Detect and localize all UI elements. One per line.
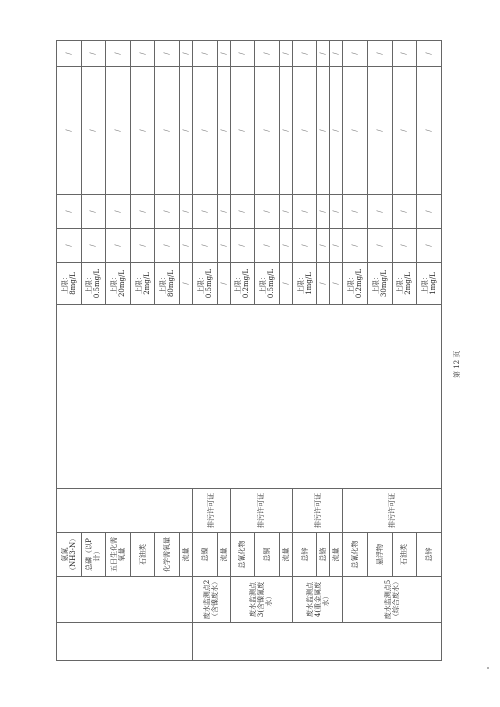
- monitoring-point-cell: 废水监测点5（综合废水）: [343, 577, 442, 623]
- slash-cell: /: [330, 263, 343, 305]
- slash-cell: /: [279, 67, 292, 195]
- slash-cell: /: [317, 195, 330, 229]
- slash-cell: /: [417, 229, 442, 263]
- blank-cell: [57, 577, 193, 623]
- slash-cell: /: [106, 41, 131, 67]
- blank-cell: [57, 489, 193, 533]
- slash-cell: /: [368, 195, 393, 229]
- slash-cell: /: [368, 41, 393, 67]
- limit-cell: 上限：0.2mg/L: [343, 263, 368, 305]
- slash-cell: /: [417, 67, 442, 195]
- limit-cell: 上限：0.5mg/L: [81, 263, 106, 305]
- slash-cell: /: [368, 229, 393, 263]
- pollutant-cell: 总锌: [417, 533, 442, 577]
- slash-cell: /: [57, 229, 82, 263]
- pollutant-cell: 总锌: [292, 533, 317, 577]
- limit-cell: 上限：80mg/L: [155, 263, 180, 305]
- slash-cell: /: [292, 67, 317, 195]
- slash-cell: /: [230, 229, 255, 263]
- slash-cell: /: [192, 229, 217, 263]
- slash-cell: /: [330, 67, 343, 195]
- slash-cell: /: [179, 67, 192, 195]
- slash-cell: /: [179, 41, 192, 67]
- slash-cell: /: [217, 41, 230, 67]
- pollutant-cell: 化学需氧量: [155, 533, 180, 577]
- permit-cell: 排污许可证: [230, 489, 292, 533]
- blank-cell: [192, 623, 441, 661]
- slash-cell: /: [317, 229, 330, 263]
- slash-cell: /: [192, 195, 217, 229]
- slash-cell: /: [392, 41, 417, 67]
- pollutant-cell: 石油类: [392, 533, 417, 577]
- slash-cell: /: [81, 67, 106, 195]
- slash-cell: /: [292, 229, 317, 263]
- slash-cell: /: [217, 229, 230, 263]
- limit-cell: 上限：1mg/L: [292, 263, 317, 305]
- slash-cell: /: [217, 195, 230, 229]
- slash-cell: /: [155, 41, 180, 67]
- pollutant-cell: 石油类: [130, 533, 155, 577]
- pollutant-cell: 总磷（以P计）: [81, 533, 106, 577]
- slash-cell: /: [292, 41, 317, 67]
- slash-cell: /: [392, 67, 417, 195]
- slash-cell: /: [255, 41, 280, 67]
- slash-cell: /: [192, 67, 217, 195]
- slash-cell: /: [317, 263, 330, 305]
- slash-cell: /: [155, 229, 180, 263]
- slash-cell: /: [130, 41, 155, 67]
- pollutant-cell: 总铜: [255, 533, 280, 577]
- monitoring-point-cell: 废水监测点2（含镍废水）: [192, 577, 230, 623]
- limit-cell: 上限：0.5mg/L: [192, 263, 217, 305]
- monitoring-table: [56, 40, 442, 661]
- slash-cell: /: [343, 229, 368, 263]
- slash-cell: /: [343, 41, 368, 67]
- limit-cell: 上限：2mg/L: [130, 263, 155, 305]
- page-number: 第 12 页: [453, 350, 461, 378]
- slash-cell: /: [155, 195, 180, 229]
- slash-cell: /: [130, 195, 155, 229]
- pollutant-cell: 流量: [279, 533, 292, 577]
- slash-cell: /: [179, 263, 192, 305]
- permit-cell: 排污许可证: [292, 489, 343, 533]
- limit-cell: 上限：8mg/L: [57, 263, 82, 305]
- slash-cell: /: [230, 67, 255, 195]
- slash-cell: /: [106, 67, 131, 195]
- pollutant-cell: 氨氮（NH3-N）: [57, 533, 82, 577]
- slash-cell: /: [81, 195, 106, 229]
- slash-cell: /: [130, 229, 155, 263]
- blank-cell: [57, 623, 193, 661]
- slash-cell: /: [106, 229, 131, 263]
- slash-cell: /: [292, 195, 317, 229]
- table-row: [57, 41, 82, 661]
- pollutant-cell: 总镍: [192, 533, 217, 577]
- slash-cell: /: [179, 229, 192, 263]
- slash-cell: /: [317, 41, 330, 67]
- slash-cell: /: [217, 67, 230, 195]
- pollutant-cell: 总氰化物: [230, 533, 255, 577]
- monitoring-point-cell: 废水监测点4(重金属废水）: [292, 577, 343, 623]
- pollutant-cell: 悬浮物: [368, 533, 393, 577]
- pollutant-cell: 流量: [330, 533, 343, 577]
- slash-cell: /: [130, 67, 155, 195]
- limit-cell: 上限：0.5mg/L: [255, 263, 280, 305]
- slash-cell: /: [255, 67, 280, 195]
- slash-cell: /: [330, 229, 343, 263]
- slash-cell: /: [192, 41, 217, 67]
- slash-cell: /: [179, 195, 192, 229]
- slash-cell: /: [279, 263, 292, 305]
- slash-cell: /: [81, 229, 106, 263]
- pollutant-cell: 总氰化物: [343, 533, 368, 577]
- slash-cell: /: [57, 67, 82, 195]
- slash-cell: /: [255, 229, 280, 263]
- slash-cell: /: [343, 67, 368, 195]
- rotated-table-sheet: [0, 25, 500, 685]
- limit-cell: 上限：2mg/L: [392, 263, 417, 305]
- permit-cell: 排污许可证: [192, 489, 230, 533]
- slash-cell: /: [155, 67, 180, 195]
- scan-speck: [487, 667, 489, 669]
- limit-cell: 上限：0.2mg/L: [230, 263, 255, 305]
- pollutant-cell: 流量: [217, 533, 230, 577]
- pollutant-cell: 五日生化需氧量: [106, 533, 131, 577]
- slash-cell: /: [368, 67, 393, 195]
- slash-cell: /: [330, 41, 343, 67]
- slash-cell: /: [230, 195, 255, 229]
- slash-cell: /: [417, 195, 442, 229]
- slash-cell: /: [343, 195, 368, 229]
- slash-cell: /: [57, 41, 82, 67]
- slash-cell: /: [217, 263, 230, 305]
- slash-cell: /: [330, 195, 343, 229]
- slash-cell: /: [392, 195, 417, 229]
- slash-cell: /: [392, 229, 417, 263]
- blank-cell: [57, 305, 442, 489]
- slash-cell: /: [230, 41, 255, 67]
- limit-cell: 上限：1mg/L: [417, 263, 442, 305]
- monitoring-point-cell: 废水监测点3(含镍氰废水）: [230, 577, 292, 623]
- slash-cell: /: [279, 195, 292, 229]
- limit-cell: 上限：30mg/L: [368, 263, 393, 305]
- limit-cell: 上限：20mg/L: [106, 263, 131, 305]
- permit-cell: 排污许可证: [343, 489, 442, 533]
- slash-cell: /: [279, 41, 292, 67]
- slash-cell: /: [317, 67, 330, 195]
- slash-cell: /: [279, 229, 292, 263]
- pollutant-cell: 总铬: [317, 533, 330, 577]
- slash-cell: /: [57, 195, 82, 229]
- slash-cell: /: [81, 41, 106, 67]
- slash-cell: /: [106, 195, 131, 229]
- slash-cell: /: [417, 41, 442, 67]
- slash-cell: /: [255, 195, 280, 229]
- pollutant-cell: 流量: [179, 533, 192, 577]
